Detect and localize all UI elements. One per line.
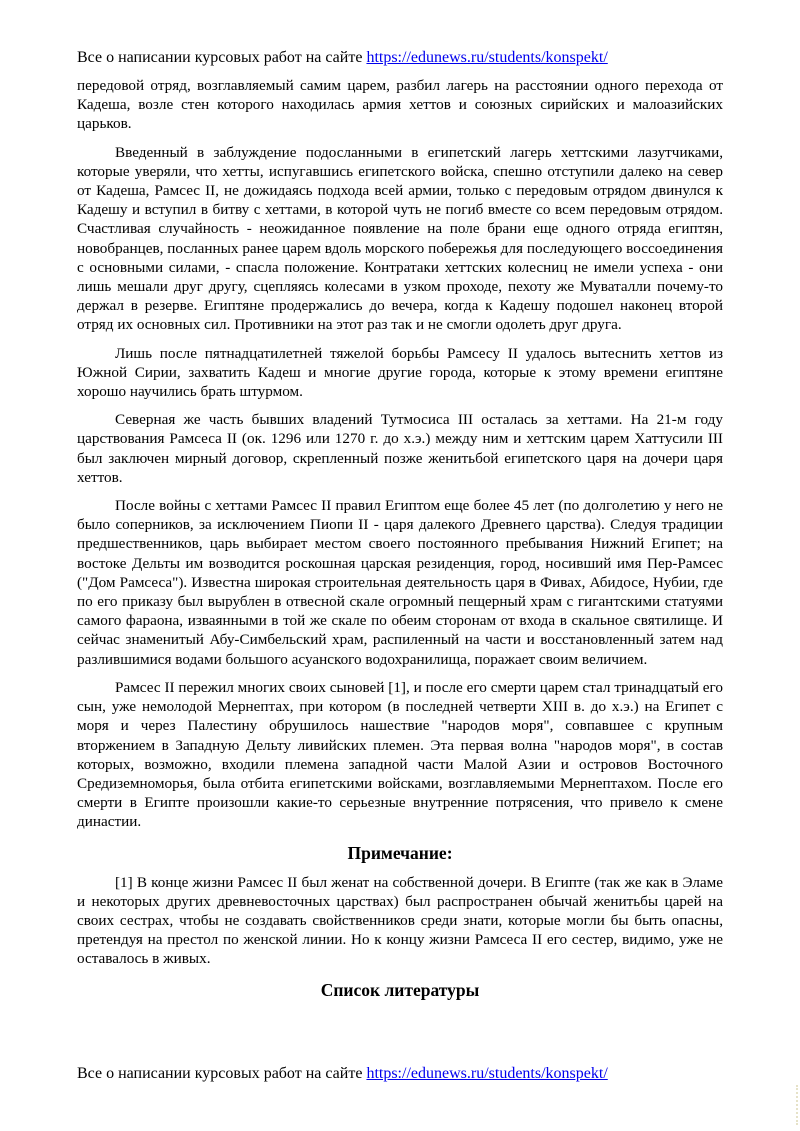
paragraph-6: Рамсес II пережил многих своих сыновей [1], и после его смерти царем стал тринадцатый его сын, уже немолодой Мернептах, при котором (в последней четверти XIII в. до х.э.) на Египет с моря и через Палестину обрушилось нашествие "народов моря", совпавшее с крупным вторжением в Западную Дельту ливийских племен. Эта первая волна "народов моря", в состав которых, возможно, входили племена западной части Малой Азии и островов Восточного Средиземноморья, была отбита египетскими войсками, возглавляемыми Мернептахом. После его смерти в Египте произошли какие-то серьезные внутренние потрясения, что привело к смене династии. xyxy=(77,678,723,831)
header-text: Все о написании курсовых работ на сайте xyxy=(77,49,367,66)
paragraph-2: Введенный в заблуждение подосланными в египетский лагерь хеттскими лазутчиками, которые уверяли, что хетты, испугавшись египетского войска, спешно отступили далеко на север от Кадеша, Рамсес II, не дожидаясь подхода всей армии, только с передовым отрядом двинулся к Кадешу и вступил в битву с хеттами, в которой чуть не погиб вместе со всем передовым отрядом. Счастливая случайность - неожиданное появление на поле брани еще одного отряда египтян, новобранцев, посланных ранее царем вдоль морского побережья для последующего воссоединения с основными силами, - спасла положение. Контратаки хеттских колесниц не имели успеха - они лишь мешали друг другу, сцепляясь колесами в узком проходе, пехоту же Муваталли почему-то держал в резерве. Египтяне продержались до вечера, когда к Кадешу подошел наконец второй отряд их основных сил. Противники на этот раз так и не смогли одолеть друг друга. xyxy=(77,143,723,334)
paragraph-4: Северная же часть бывших владений Тутмосиса III осталась за хеттами. На 21-м году царствования Рамсеса II (ок. 1296 или 1270 г. до х.э.) между ним и хеттским царем Хаттусили III был заключен мирный договор, скрепленный позже женитьбой египетского царя на дочери царя хеттов. xyxy=(77,411,723,486)
paragraph-5: После войны с хеттами Рамсес II правил Египтом еще более 45 лет (по долголетию у него не было соперников, за исключением Пиопи II - царя далекого Древнего царства). Следуя традиции предшественников, царь выбирает местом своего постоянного пребывания Нижний Египет; на востоке Дельты им возводится роскошная царская резиденция, город, носивший имя Пер-Рамсес ("Дом Рамсеса"). Известна широкая строительная деятельность царя в Фивах, Абидосе, Нубии, где по его приказу был вырублен в отвесной скале огромный пещерный храм с гигантскими статуями самого фараона, изваянными в той же скале по обеим сторонам от входа в скальное святилище. И сейчас знаменитый Абу-Симбельский храм, распиленный на части и восстановленный затем над разлившимися водами большого асуанского водохранилища, поражает своим величием. xyxy=(77,497,723,668)
footer-link[interactable]: https://edunews.ru/students/konspekt/ xyxy=(366,1065,608,1082)
page-header xyxy=(77,48,608,68)
page-footer xyxy=(77,1064,608,1084)
note-text: [1] В конце жизни Рамсес II был женат на собственной дочери. В Египте (так же как в Эламе и некоторых других древневосточных царствах) был распространен обычай женитьбы царей на своих сестрах, чтобы не создавать свойственников среди знати, которые могли бы быть опасны, претендуя на престол по женской линии. Но к концу жизни Рамсеса II его сестер, видимо, уже не оставалось в живых. xyxy=(77,873,723,968)
note-heading: Примечание: xyxy=(347,842,453,863)
paragraph-1: передовой отряд, возглавляемый самим царем, разбил лагерь на расстоянии одного перехода от Кадеша, возле стен которого находилась армия хеттов и союзных сирийских и малоазийских царьков. xyxy=(77,77,723,133)
edge-mark xyxy=(792,1085,798,1125)
document-body xyxy=(77,76,723,1010)
references-heading: Список литературы xyxy=(320,979,480,1000)
paragraph-3: Лишь после пятнадцатилетней тяжелой борьбы Рамсесу II удалось вытеснить хеттов из Южной Сирии, захватить Кадеш и многие другие города, которые к этому времени египтяне хорошо научились брать штурмом. xyxy=(77,344,723,401)
header-link[interactable]: https://edunews.ru/students/konspekt/ xyxy=(366,49,608,66)
document-page xyxy=(77,0,723,1131)
footer-text: Все о написании курсовых работ на сайте xyxy=(77,1065,367,1082)
